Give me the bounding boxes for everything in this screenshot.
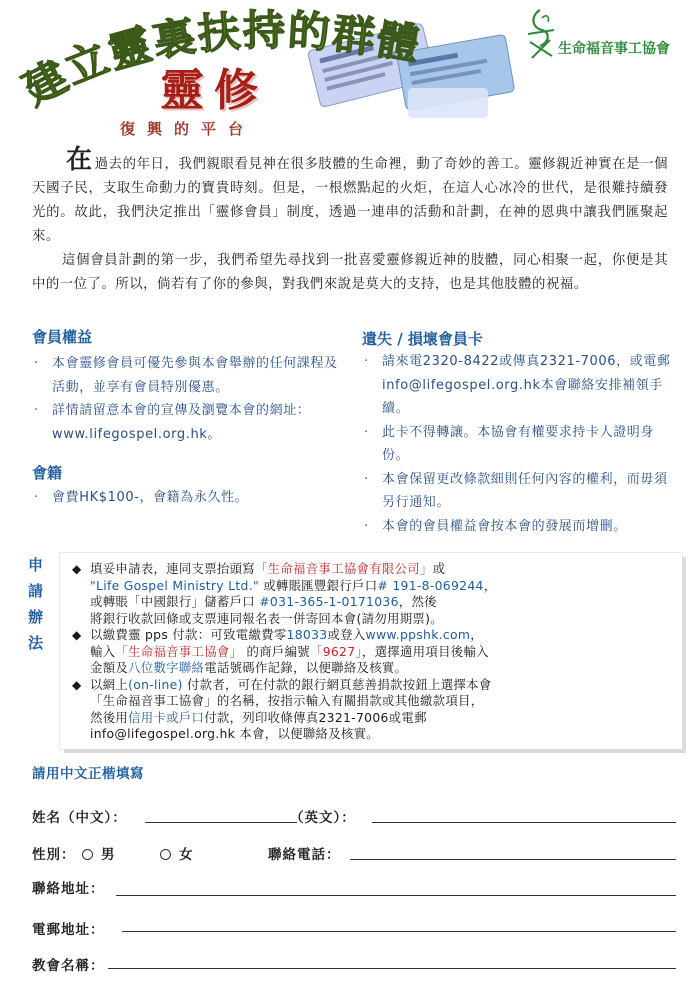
lost-card-item: · 請來電2320-8422或傳真2321-7006，或電郵info@lifegospel.org.hk本會聯絡安排補領手續。 — [362, 350, 674, 421]
method-item-cheque — [72, 561, 672, 627]
method-text: 或轉賬匯豐銀行戶口 — [263, 577, 378, 593]
method-text: 填妥申請表，連同支票抬頭寫 — [90, 561, 255, 576]
membership-list — [32, 486, 332, 510]
gender-female-option[interactable] — [160, 843, 194, 863]
method-text: 以繳費靈 pps 付款：可致電繳費零 — [90, 627, 287, 642]
lost-card-list — [362, 350, 674, 538]
method-text: 將銀行收款回條或支票連同報名表一併寄回本會(請勿用期票)。 — [90, 610, 443, 626]
diamond-bullet-icon: ◆ — [72, 677, 82, 692]
phone-field[interactable] — [350, 859, 676, 860]
phone-digits-note: 八位數字聯絡 — [128, 660, 205, 675]
method-text: 的商戶編號 — [246, 643, 310, 659]
method-label: 申請辦法 — [28, 556, 44, 652]
method-text: 金額及 — [90, 660, 129, 675]
gender-label: 性別： — [32, 847, 76, 863]
pps-phone: 18033 — [286, 627, 328, 642]
org-name: 生命福音事工協會 — [558, 41, 670, 57]
phone-label: 聯絡電話： — [268, 847, 341, 863]
gender-male-option[interactable] — [82, 843, 116, 863]
intro-lead-char: 在 — [66, 145, 93, 175]
payee-name: 「生命福音事工協會有限公司」 — [254, 561, 433, 576]
main-title: 靈修 — [160, 65, 268, 116]
merchant-code: 「9627」 — [310, 643, 362, 659]
method-text: ，然後 — [398, 594, 437, 609]
method-text: info@lifegospel.org.hk 本會，以便聯絡及核實。 — [90, 726, 379, 741]
method-text: 或 — [432, 561, 446, 576]
lost-card-title: 遺失 / 損壞會員卡 — [362, 330, 483, 348]
method-text: 輸入 — [90, 643, 116, 659]
method-text: 付款，列印收條傳真2321-7006或電郵 — [204, 709, 427, 725]
benefits-item: · 詳情請留意本會的宣傳及瀏覽本會的網址：www.lifegospel.org.hk。 — [32, 399, 338, 446]
intro-paragraph-1 — [32, 145, 668, 249]
intro-paragraph-1-text: 過去的年日，我們親眼看見神在很多肢體的生命裡，動了奇妙的善工。靈修親近神實在是一個天國子民，支取生命動力的寶貴時刻。但是，一根燃點起的火炬，在這人心冰冷的世代，是很難持續發光的。故此，我們決定推出「靈修會員」制度，透過一連串的活動和計劃，在神的恩典中讓我們匯聚起來。 — [32, 157, 668, 244]
merchant-name: 「生命福音事工協會」 — [115, 643, 243, 659]
diamond-bullet-icon: ◆ — [72, 562, 82, 576]
org-logo — [520, 6, 695, 66]
org-logo-icon — [520, 6, 560, 64]
method-text: 或登入 — [327, 627, 366, 642]
lost-card-item: · 本會的會員權益會按本會的發展而增刪。 — [362, 515, 674, 539]
method-text: 以網上 — [90, 676, 129, 692]
form-row-church — [0, 954, 700, 976]
arc-title — [14, 6, 534, 118]
form-row-email — [0, 918, 700, 940]
membership-item: · 會費HK$100-，會籍為永久性。 — [32, 486, 332, 510]
hsbc-account: # 191-8-069244 — [377, 577, 484, 593]
name-cn-label: 姓名（中文）： — [32, 810, 127, 826]
radio-circle-icon[interactable] — [82, 849, 93, 860]
form-instruction: 請用中文正楷填寫 — [32, 766, 144, 782]
radio-circle-icon[interactable] — [160, 849, 171, 860]
address-label: 聯絡地址： — [32, 881, 105, 897]
method-text: 付款者，可在付款的銀行網頁慈善捐款按鈕上選擇本會 — [186, 676, 492, 692]
church-label: 教會名稱： — [32, 958, 105, 974]
method-item-online — [72, 677, 672, 743]
name-cn-field[interactable] — [145, 822, 297, 823]
method-text: 電話號碼作記錄，以便聯絡及核實。 — [204, 660, 408, 675]
address-field[interactable] — [116, 895, 676, 896]
gender-female-label: 女 — [179, 847, 194, 863]
method-text: ， — [483, 577, 497, 593]
method-item-pps — [72, 627, 672, 677]
form-row-name — [0, 806, 700, 828]
header-banner — [0, 0, 700, 145]
pps-website: www.ppshk.com — [365, 627, 471, 642]
benefits-title: 會員權益 — [32, 328, 93, 346]
intro-paragraph-2: 這個會員計劃的第一步，我們希望先尋找到一批喜愛靈修親近神的肢體，同心相聚一起，你便是其中的一位了。所以，倘若有了你的參與，對我們來說是莫大的支持，也是其他肢體的祝福。 — [32, 253, 668, 292]
method-text: ，選擇適用項目後輸入 — [361, 643, 489, 659]
membership-title: 會籍 — [32, 464, 63, 482]
email-field[interactable] — [122, 931, 676, 932]
method-text: 或轉賬「中國銀行」儲蓄戶口 — [90, 594, 255, 609]
lost-card-item: · 此卡不得轉讓。本協會有權要求持卡人證明身份。 — [362, 421, 674, 468]
method-box — [60, 553, 682, 749]
form-row-address — [0, 877, 700, 899]
method-text: 「生命福音事工協會」的名稱，按指示輸入有關捐款或其他繳款項目， — [90, 693, 484, 708]
diamond-bullet-icon: ◆ — [72, 628, 82, 642]
payee-name-en: "Life Gospel Ministry Ltd." — [90, 577, 259, 593]
name-en-field[interactable] — [372, 822, 676, 823]
card-or-account: 信用卡或戶口 — [128, 709, 205, 725]
intro-text — [32, 145, 668, 297]
method-text: 然後用 — [90, 709, 129, 725]
online-label: (on-line) — [128, 676, 183, 692]
name-en-label: （英文）： — [290, 810, 356, 826]
arc-title-text: 建立靈裏扶持的群體 — [15, 6, 425, 115]
method-text: ， — [470, 627, 483, 642]
benefits-item: · 本會靈修會員可優先參與本會舉辦的任何課程及活動，並享有會員特別優惠。 — [32, 352, 338, 399]
boc-account: #031-365-1-0171036 — [259, 594, 399, 609]
sub-title: 復興的平台 — [120, 120, 256, 138]
email-label: 電郵地址： — [32, 922, 105, 938]
lost-card-item: · 本會保留更改條款細則任何內容的權利，而毋須另行通知。 — [362, 468, 674, 515]
benefits-list — [32, 352, 338, 446]
form-row-gender-phone — [0, 843, 700, 865]
gender-male-label: 男 — [101, 847, 116, 863]
church-field[interactable] — [108, 968, 676, 969]
